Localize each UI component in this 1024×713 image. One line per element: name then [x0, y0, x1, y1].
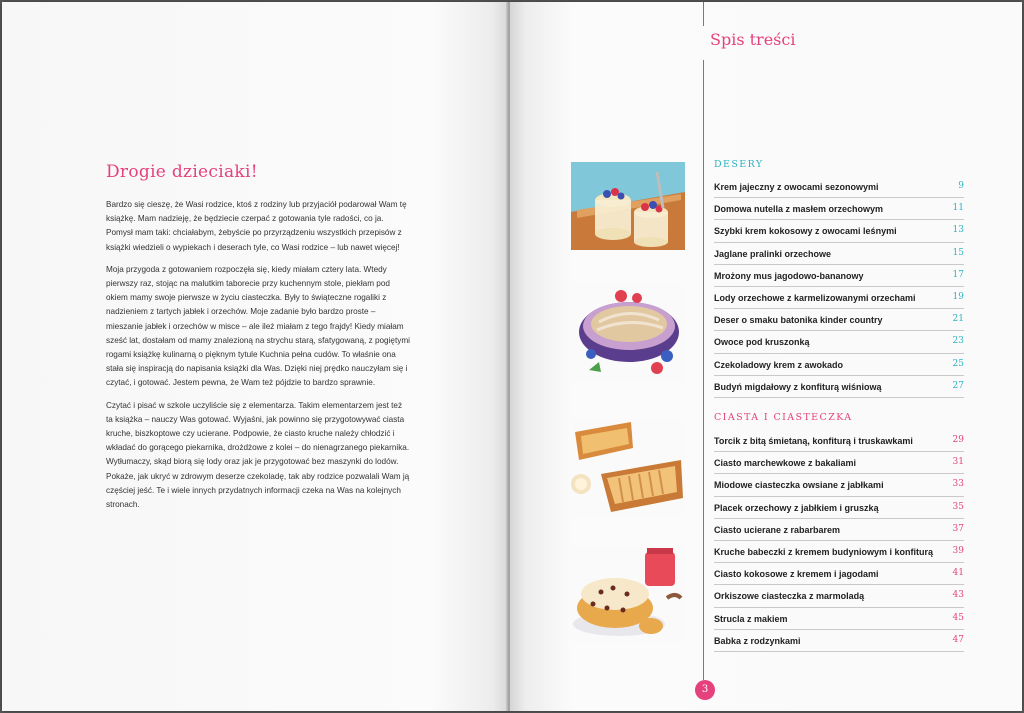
- toc-item[interactable]: [714, 198, 964, 220]
- toc-item-title: Kruche babeczki z kremem budyniowym i konfiturą: [714, 546, 934, 557]
- toc-item-title: Ciasto marchewkowe z bakaliami: [714, 458, 857, 469]
- toc-item[interactable]: [714, 497, 964, 519]
- toc-item-title: Strucla z makiem: [714, 613, 788, 624]
- toc-item-page: 15: [952, 247, 964, 258]
- toc-item-page: 43: [952, 590, 964, 601]
- toc-item[interactable]: [714, 176, 964, 198]
- toc-item-title: Szybki krem kokosowy z owocami leśnymi: [714, 226, 897, 237]
- toc-item-page: 25: [952, 358, 964, 369]
- toc-item[interactable]: [714, 243, 964, 265]
- toc-item[interactable]: [714, 287, 964, 309]
- toc-item-page: 21: [952, 314, 964, 325]
- toc-item-title: Placek orzechowy z jabłkiem i gruszką: [714, 502, 879, 513]
- toc-item-page: 17: [952, 269, 964, 280]
- toc-item[interactable]: [714, 608, 964, 630]
- toc-list-desery: [714, 176, 964, 398]
- toc-item[interactable]: [714, 430, 964, 452]
- toc-item-page: 9: [958, 181, 964, 191]
- toc-item[interactable]: [714, 585, 964, 607]
- toc-item-page: 11: [952, 203, 964, 214]
- toc-item[interactable]: [714, 474, 964, 496]
- toc-item[interactable]: [714, 452, 964, 474]
- toc-item-title: Budyń migdałowy z konfiturą wiśniową: [714, 381, 882, 392]
- toc-item-title: Deser o smaku batonika kinder country: [714, 315, 883, 326]
- toc-item[interactable]: [714, 265, 964, 287]
- toc-item[interactable]: [714, 220, 964, 242]
- section-heading-desery: DESERY: [714, 159, 764, 170]
- toc-item-page: 27: [952, 380, 964, 391]
- toc-item-title: Ciasto ucierane z rabarbarem: [714, 524, 841, 535]
- toc-item-title: Owoce pod kruszonką: [714, 337, 810, 348]
- toc-item-page: 35: [952, 501, 964, 512]
- toc-item-page: 47: [952, 634, 964, 645]
- crumble-bowl-illustration: [571, 284, 685, 382]
- section-heading-ciasta: CIASTA I CIASTECZKA: [714, 412, 853, 423]
- greeting-title: Drogie dzieciaki!: [106, 162, 258, 182]
- toc-item[interactable]: [714, 563, 964, 585]
- toc-item-page: 29: [952, 435, 964, 445]
- toc-item-page: 19: [952, 291, 964, 302]
- toc-item-page: 13: [952, 225, 964, 236]
- toc-item[interactable]: [714, 376, 964, 398]
- toc-item-title: Orkiszowe ciasteczka z marmoladą: [714, 591, 865, 602]
- toc-item[interactable]: [714, 309, 964, 331]
- letter-body: [106, 198, 411, 520]
- toc-item-page: 41: [952, 568, 964, 579]
- toc-item[interactable]: [714, 630, 964, 652]
- toc-item-title: Czekoladowy krem z awokado: [714, 359, 844, 370]
- toc-item-page: 45: [952, 612, 964, 623]
- page-number: 3: [695, 680, 715, 700]
- toc-item-title: Babka z rodzynkami: [714, 635, 801, 646]
- toc-item-title: Miodowe ciasteczka owsiane z jabłkami: [714, 480, 884, 491]
- toc-item-page: 39: [952, 545, 964, 556]
- toc-item-title: Domowa nutella z masłem orzechowym: [714, 204, 884, 215]
- toc-item-title: Krem jajeczny z owocami sezonowymi: [714, 182, 879, 192]
- toc-item-page: 23: [952, 336, 964, 347]
- toc-item[interactable]: [714, 519, 964, 541]
- apple-tart-illustration: [571, 420, 685, 516]
- toc-item-title: Mrożony mus jagodowo-bananowy: [714, 270, 864, 281]
- margin-rule: [703, 60, 704, 680]
- toc-item[interactable]: [714, 354, 964, 376]
- left-page: [2, 2, 508, 711]
- toc-item-page: 31: [952, 457, 964, 468]
- margin-rule-top: [703, 2, 704, 26]
- toc-item-page: 37: [952, 523, 964, 534]
- toc-item-title: Torcik z bitą śmietaną, konfiturą i truskawkami: [714, 436, 913, 446]
- book-spread: [2, 2, 1022, 711]
- letter-paragraph-1: Bardzo się cieszę, że Wasi rodzice, ktoś z rodziny lub przyjaciół podarował Wam tę książkę. Mam nadzieję, że będziecie czerpać z gotowania tyle radości, co ja. Pomysł mam taki: chciałabym, żebyście po przyrządzeniu wszystkich przepisów z książki wiedzieli o wypiekach i deserach tyle, co Wasi rodzice – lub nawet więcej!: [106, 200, 407, 252]
- toc-item-title: Ciasto kokosowe z kremem i jagodami: [714, 569, 879, 580]
- toc-title: Spis treści: [710, 30, 796, 49]
- letter-paragraph-3: Czytać i pisać w szkole uczyliście się z elementarza. Takim elementarzem jest też ta książka – nauczy Was gotować. Wyjaśni, jak powinno się przygotowywać ciasta kruche, biszkoptowe czy ucierane. Podpowie, że ciasto kruche należy chłodzić i wkładać do gorącego piekarnika, drożdżowe z kolei – do nienagrzanego piekarnika. Wytłumaczy, skąd biorą się lody oraz jak je przygotować bez maszynki do lodów. Pokaże, jak ukryć w zdrowym deserze czekoladę, tak aby rodzice pozwalali Wam ją częściej jeść. Te i wiele innych przydatnych informacji czeka na Was na kolejnych stronach.: [106, 400, 410, 510]
- raisin-cake-illustration: [571, 546, 685, 642]
- pudding-cups-illustration: [571, 152, 685, 250]
- toc-item[interactable]: [714, 331, 964, 353]
- letter-paragraph-2: Moja przygoda z gotowaniem rozpoczęła się, kiedy miałam cztery lata. Wtedy pierwszy raz, stojąc na malutkim taborecie przy kuchennym stole, piekłam pod okiem mamy swoje pierwsze w życiu ciasteczka. Były to świąteczne rogaliki z nadzieniem z tartych jabłek i orzechów. Moje zadanie było bardzo proste – mieszanie jabłek i orzechów w misce – ale ileż miałam z tego frajdy! Kiedy miałam sześć lat, dostałam od mamy znalezioną na strychu starą, sfatygowaną, z pogiętymi rogami książkę kulinarną o pięknym tytule Kuchnia pełna cudów. To właśnie ona stała się inspiracją do napisania książki dla Was. Dzięki niej prędko nauczyłam się i czytać, i gotować. Jestem pewna, że Wam też pójdzie to bardzo sprawnie.: [106, 264, 410, 388]
- toc-item-title: Lody orzechowe z karmelizowanymi orzechami: [714, 292, 916, 303]
- toc-item-title: Jaglane pralinki orzechowe: [714, 248, 832, 259]
- toc-item-page: 33: [952, 479, 964, 490]
- toc-item[interactable]: [714, 541, 964, 563]
- toc-list-ciasta: [714, 430, 964, 652]
